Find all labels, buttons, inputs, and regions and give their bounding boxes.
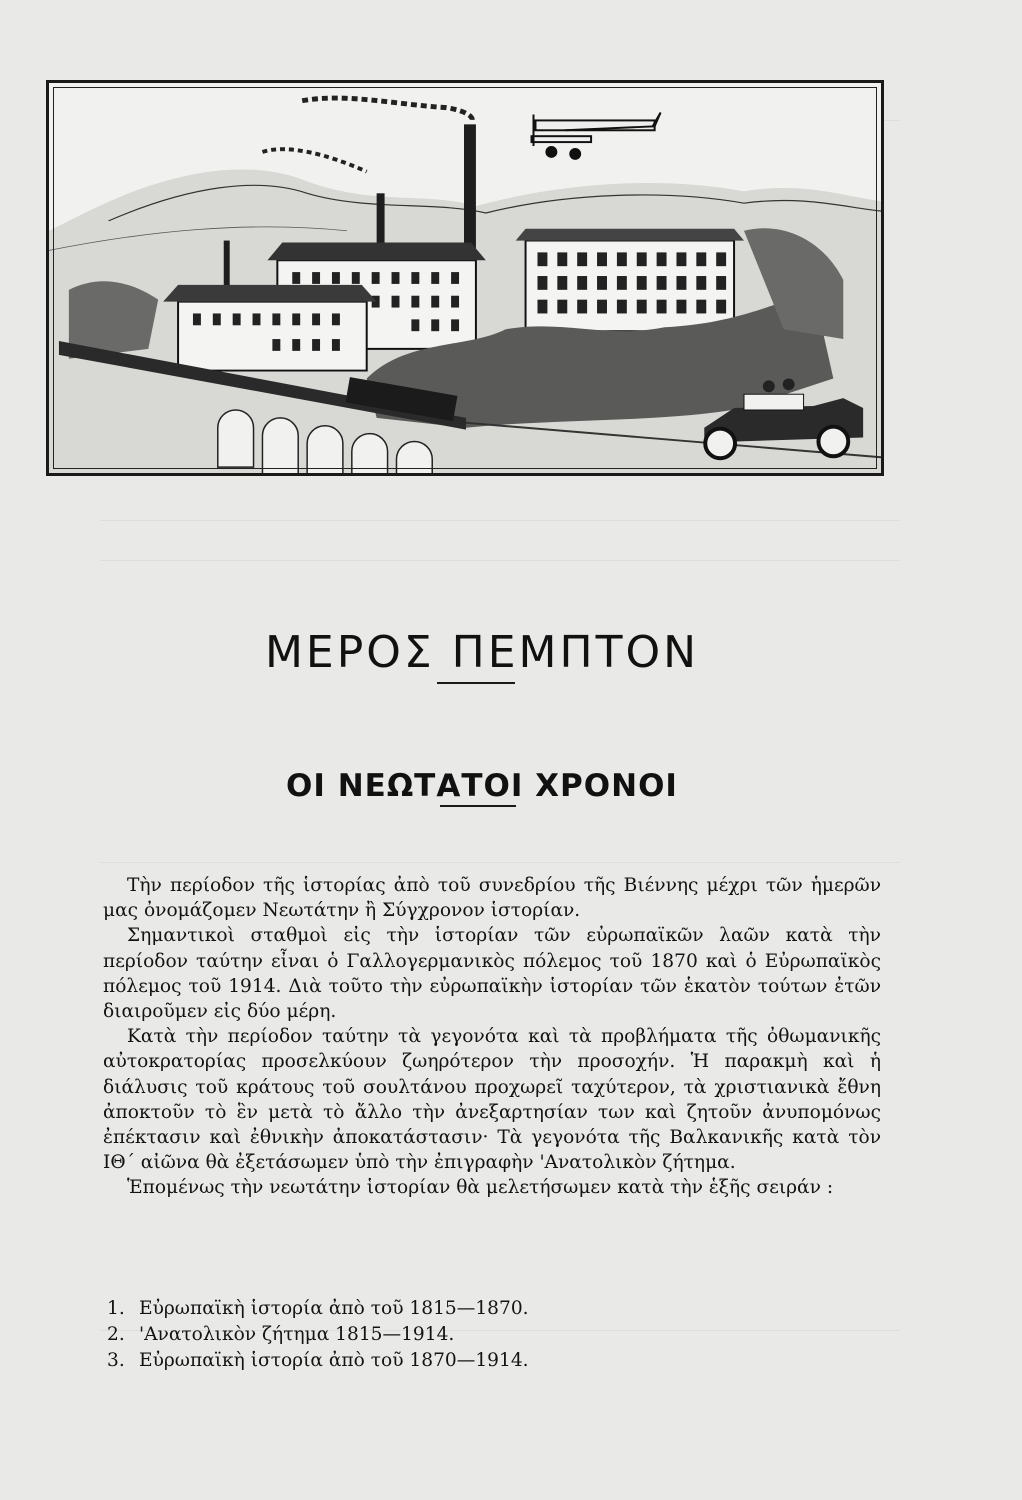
bleed-through-line xyxy=(100,520,900,521)
paragraph: Τὴν περίοδον τῆς ἱστορίας ἀπὸ τοῦ συνεδρίου τῆς Βιέννης μέχρι τῶν ἡμερῶν μας ὀνομάζομεν Νεωτάτην ἢ Σύγχρονον ἱστορίαν. xyxy=(103,875,881,922)
list-item-text: Εὐρωπαϊκὴ ἱστορία ἀπὸ τοῦ 1815—1870. xyxy=(139,1298,529,1319)
body-text xyxy=(103,873,881,1201)
paragraph: Κατὰ τὴν περίοδον ταύτην τὰ γεγονότα καὶ τὰ προβλήματα τῆς ὀθωμανικῆς αὐτοκρατορίας προσελκύουν ζωηρότερον τὴν προσοχήν. Ἡ παρακμὴ καὶ ἡ διάλυσις τοῦ κράτους τοῦ σουλτάνου προχωρεῖ ταχύτερον, τὰ χριστιανικὰ ἔθνη ἀποκτοῦν τὸ ἓν μετὰ τὸ ἄλλο τὴν ἀνεξαρτησίαν των καὶ ζητοῦν ἀνυπομόνως ἐπέκτασιν καὶ ἐθνικὴν ἀποκατάστασιν· Τὰ γεγονότα τῆς Βαλκανικῆς κατὰ τὸν ΙΘ΄ αἰῶνα θὰ ἐξετάσωμεν ὑπὸ τὴν ἐπιγραφὴν 'Ανατολικὸν ζήτημα. xyxy=(103,1026,881,1174)
paragraph: Ἑπομένως τὴν νεωτάτην ἱστορίαν θὰ μελετήσωμεν κατὰ τὴν ἑξῆς σειράν : xyxy=(127,1177,834,1199)
paragraph: Σημαντικοὶ σταθμοὶ εἰς τὴν ἱστορίαν τῶν εὐρωπαϊκῶν λαῶν κατὰ τὴν περίοδον ταύτην εἶναι ὁ Γαλλογερμανικὸς πόλεμος τοῦ 1870 καὶ ὁ Εὐρωπαϊκὸς πόλεμος τοῦ 1914. Διὰ τοῦτο τὴν εὐρωπαϊκὴν ἱστορίαν τῶν ἑκατὸν τούτων ἐτῶν διαιροῦμεν εἰς δύο μέρη. xyxy=(103,925,881,1023)
factory-building xyxy=(178,302,367,371)
list-item xyxy=(103,1322,881,1348)
factory-engraving-image xyxy=(49,83,881,473)
list-item-number: 3. xyxy=(107,1349,125,1371)
airplane xyxy=(532,113,661,159)
chapter-divider xyxy=(440,805,516,807)
part-title: ΜΕΡΟΣ ΠΕΜΠΤΟΝ xyxy=(264,627,700,679)
title-divider xyxy=(437,682,515,684)
list-item xyxy=(103,1348,881,1374)
contents-list xyxy=(103,1296,881,1373)
smoke-plume xyxy=(302,98,472,122)
list-item-number: 1. xyxy=(107,1298,125,1319)
bleed-through-line xyxy=(100,560,900,561)
list-item-text: 'Ανατολικὸν ζήτημα 1815—1914. xyxy=(139,1323,455,1345)
list-item-number: 2. xyxy=(107,1323,125,1345)
factory-illustration xyxy=(46,80,884,476)
chimney xyxy=(464,124,476,252)
bleed-through-line xyxy=(100,862,900,863)
list-item xyxy=(103,1296,881,1322)
chimney xyxy=(224,241,230,288)
chapter-title: ΟΙ ΝΕΩΤΑΤΟΙ ΧΡΟΝΟΙ xyxy=(286,767,678,804)
list-item-text: Εὐρωπαϊκὴ ἱστορία ἀπὸ τοῦ 1870—1914. xyxy=(139,1349,529,1371)
